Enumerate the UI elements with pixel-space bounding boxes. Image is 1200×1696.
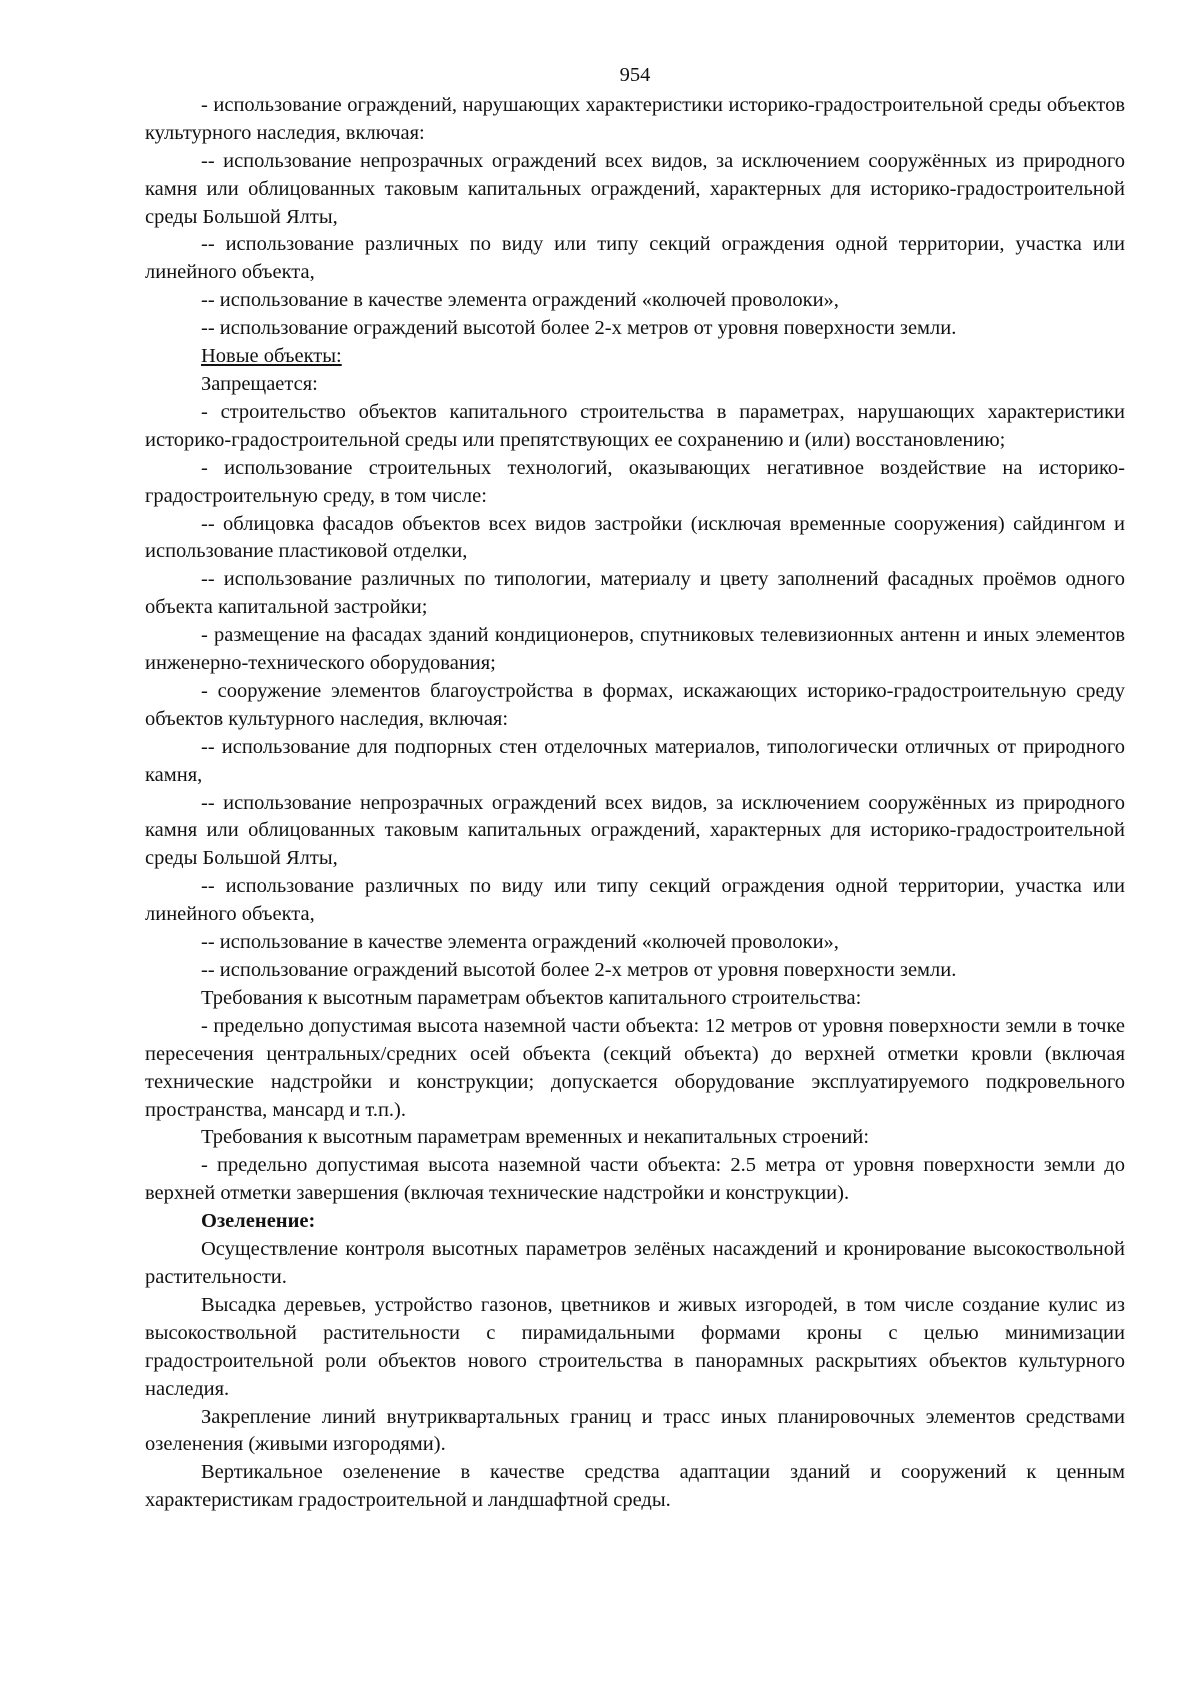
- paragraph-facade-siding: -- облицовка фасадов объектов всех видов застройки (исключая временные сооружения) сайдингом и использование пластиковой отделки,: [145, 512, 1125, 563]
- paragraph-construction-params: - строительство объектов капитального строительства в параметрах, нарушающих характеристики историко-градостроительной среды или препятствующих ее сохранению и (или) восстановлению;: [145, 400, 1125, 451]
- page-number: 954: [619, 64, 651, 86]
- paragraph-greening-control: Осуществление контроля высотных параметров зелёных насаждений и кронирование высокоствольной растительности.: [145, 1238, 1125, 1288]
- paragraph-facade-openings: -- использование различных по типологии, материалу и цвету заполнений фасадных проёмов одного объекта капитальной застройки;: [145, 568, 1125, 619]
- paragraph-fence-sections: -- использование различных по виду или типу секций ограждения одной территории, участка или линейного объекта,: [145, 233, 1125, 284]
- heading-height-requirements-capital: Требования к высотным параметрам объектов капитального строительства:: [201, 986, 862, 1009]
- paragraph-hedges: Закрепление линий внутриквартальных границ и трасс иных планировочных элементов средствами озеленения (живыми изгородями).: [145, 1405, 1125, 1456]
- heading-new-objects: Новые объекты:: [201, 345, 342, 368]
- paragraph-air-conditioners: - размещение на фасадах зданий кондиционеров, спутниковых телевизионных антенн и иных элементов инженерно-технического оборудования;: [145, 624, 1125, 675]
- paragraph-construction-tech: - использование строительных технологий, оказывающих негативное воздействие на историко-градостроительную среду, в том числе:: [145, 456, 1125, 507]
- paragraph-fences-intro: - использование ограждений, нарушающих характеристики историко-градостроительной среды объектов культурного наследия, включая:: [145, 93, 1125, 144]
- paragraph-landscaping-elements: - сооружение элементов благоустройства в формах, искажающих историко-градостроительную среду объектов культурного наследия, включая:: [145, 679, 1125, 730]
- paragraph-tree-planting: Высадка деревьев, устройство газонов, цветников и живых изгородей, в том числе создание кулис из высокоствольной растительности с пирамидальными формами кроны с целью минимизации градостроительной роли объектов нового строительства в панорамных раскрытиях объектов культурного наследия.: [145, 1293, 1125, 1400]
- paragraph-retaining-walls: -- использование для подпорных стен отделочных материалов, типологически отличных от природного камня,: [145, 735, 1125, 786]
- paragraph-opaque-fences: -- использование непрозрачных ограждений всех видов, за исключением сооружённых из природного камня или облицованных таковым капитальных ограждений, характерных для историко-градостроительной среды Большой Ялты,: [145, 149, 1125, 228]
- paragraph-max-height-2-5m: - предельно допустимая высота наземной части объекта: 2.5 метра от уровня поверхности земли до верхней отметки завершения (включая технические надстройки и конструкции).: [145, 1154, 1125, 1205]
- paragraph-barbed-wire-2: -- использование в качестве элемента ограждений «колючей проволоки»,: [201, 931, 839, 954]
- paragraph-fence-sections-2: -- использование различных по виду или типу секций ограждения одной территории, участка или линейного объекта,: [145, 875, 1125, 926]
- paragraph-barbed-wire: -- использование в качестве элемента ограждений «колючей проволоки»,: [201, 289, 839, 312]
- paragraph-fence-height: -- использование ограждений высотой более 2-х метров от уровня поверхности земли.: [201, 317, 957, 340]
- heading-greening: Озеленение:: [201, 1210, 316, 1233]
- heading-height-requirements-temporary: Требования к высотным параметрам временных и некапитальных строений:: [201, 1126, 870, 1149]
- paragraph-max-height-12m: - предельно допустимая высота наземной части объекта: 12 метров от уровня поверхности земли в точке пересечения центральных/средних осей объекта (секций объекта) до верхней отметки кровли (включая технические надстройки и конструкции; допускается оборудование эксплуатируемого подкровельного пространства, мансард и т.п.).: [145, 1014, 1125, 1121]
- paragraph-fence-height-2: -- использование ограждений высотой более 2-х метров от уровня поверхности земли.: [201, 959, 957, 981]
- paragraph-opaque-fences-2: -- использование непрозрачных ограждений всех видов, за исключением сооружённых из природного камня или облицованных таковым капитальных ограждений, характерных для историко-градостроительной среды Большой Ялты,: [145, 791, 1125, 870]
- paragraph-vertical-greening: Вертикальное озеленение в качестве средства адаптации зданий и сооружений к ценным характеристикам градостроительной и ландшафтной среды.: [145, 1461, 1125, 1512]
- document-page: [145, 62, 1125, 1515]
- heading-prohibited: Запрещается:: [201, 372, 318, 395]
